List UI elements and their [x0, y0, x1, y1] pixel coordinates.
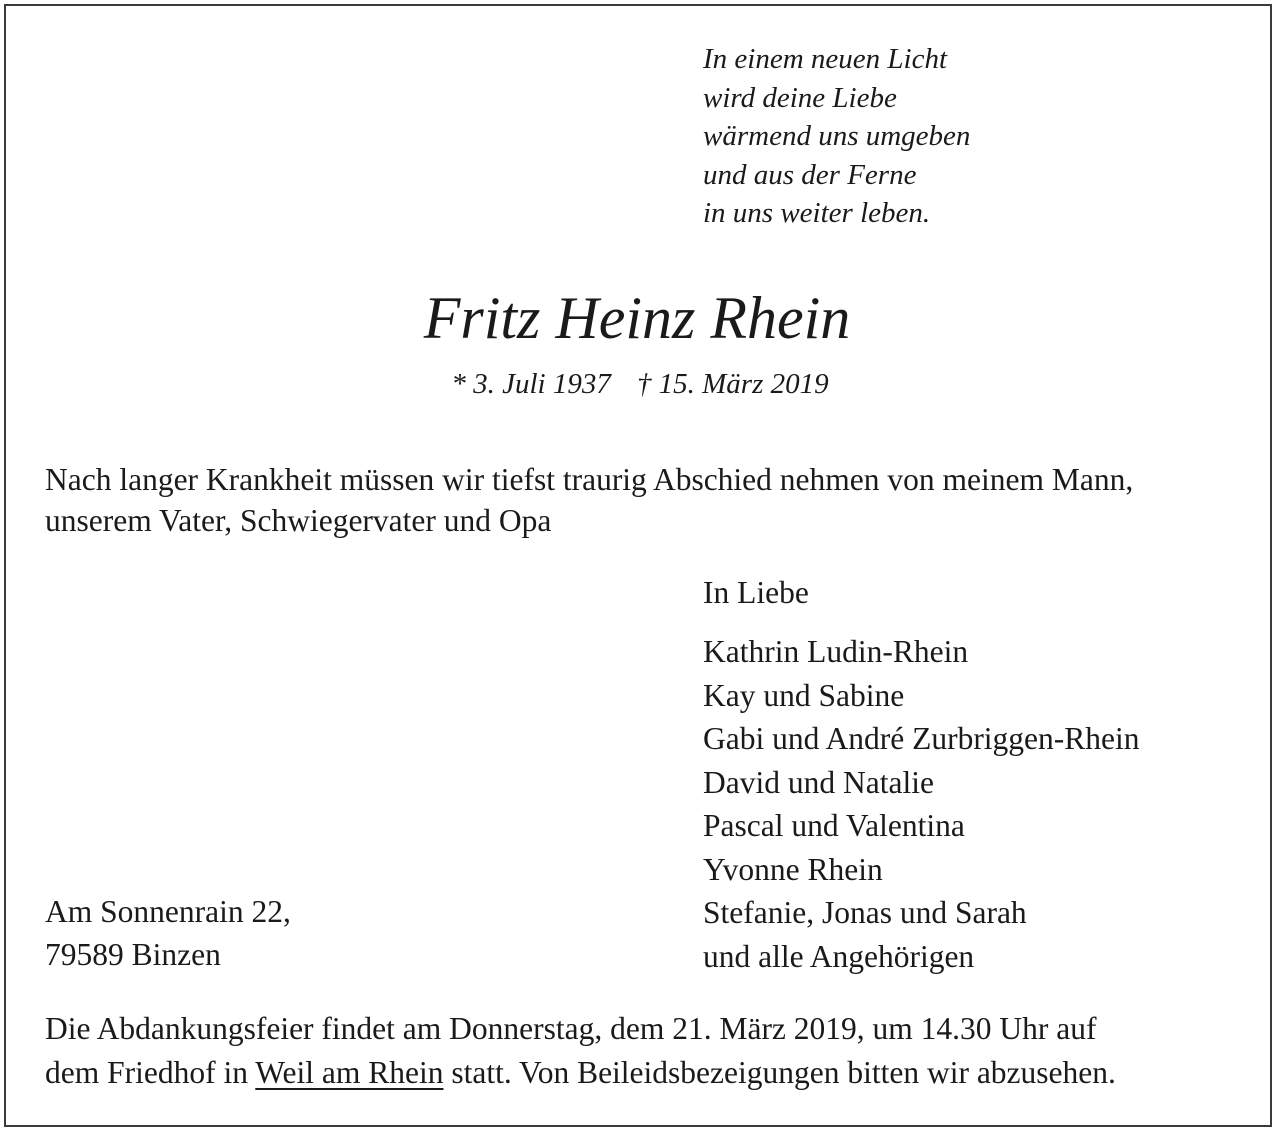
poem-line: in uns weiter leben. [703, 197, 931, 229]
notice-text: statt. Von Beileidsbezeigungen bitten wir abzusehen. [443, 1055, 1116, 1090]
birth-date: * 3. Juli 1937 [451, 368, 611, 400]
mourner-line: Gabi und André Zurbriggen-Rhein [703, 721, 1140, 756]
intro-line: unserem Vater, Schwiegervater und Opa [45, 503, 552, 538]
poem-verse [703, 40, 970, 233]
life-dates [0, 365, 1280, 403]
family-address [45, 890, 291, 976]
funeral-notice [45, 1007, 1116, 1095]
mourner-line: Kathrin Ludin-Rhein [703, 634, 969, 669]
mourners-signature [703, 573, 1140, 978]
notice-line: Die Abdankungsfeier findet am Donnerstag, dem 21. März 2019, um 14.30 Uhr auf [45, 1011, 1097, 1046]
address-city: 79589 Binzen [45, 937, 221, 972]
funeral-location: Weil am Rhein [255, 1055, 444, 1090]
death-date: † 15. März 2019 [636, 368, 829, 400]
mourner-line: Kay und Sabine [703, 677, 905, 713]
notice-line [45, 1051, 1116, 1095]
mourner-line: Pascal und Valentina [703, 808, 965, 843]
poem-line: In einem neuen Licht [703, 43, 948, 75]
intro-line: Nach langer Krankheit müssen wir tiefst traurig Abschied nehmen von meinem Mann, [45, 462, 1134, 497]
mourner-line: Yvonne Rhein [703, 851, 883, 887]
notice-text: dem Friedhof in [45, 1055, 256, 1090]
intro-text [45, 459, 1133, 541]
mourner-line: und alle Angehörigen [703, 938, 975, 974]
greeting: In Liebe [703, 575, 809, 610]
poem-line: wärmend uns umgeben [703, 120, 971, 152]
poem-line: und aus der Ferne [703, 158, 917, 191]
mourner-line: David und Natalie [703, 764, 934, 800]
address-street: Am Sonnenrain 22, [45, 894, 291, 929]
deceased-name: Fritz Heinz Rhein [423, 285, 851, 351]
mourner-line: Stefanie, Jonas und Sarah [703, 895, 1027, 930]
poem-line: wird deine Liebe [703, 81, 897, 114]
